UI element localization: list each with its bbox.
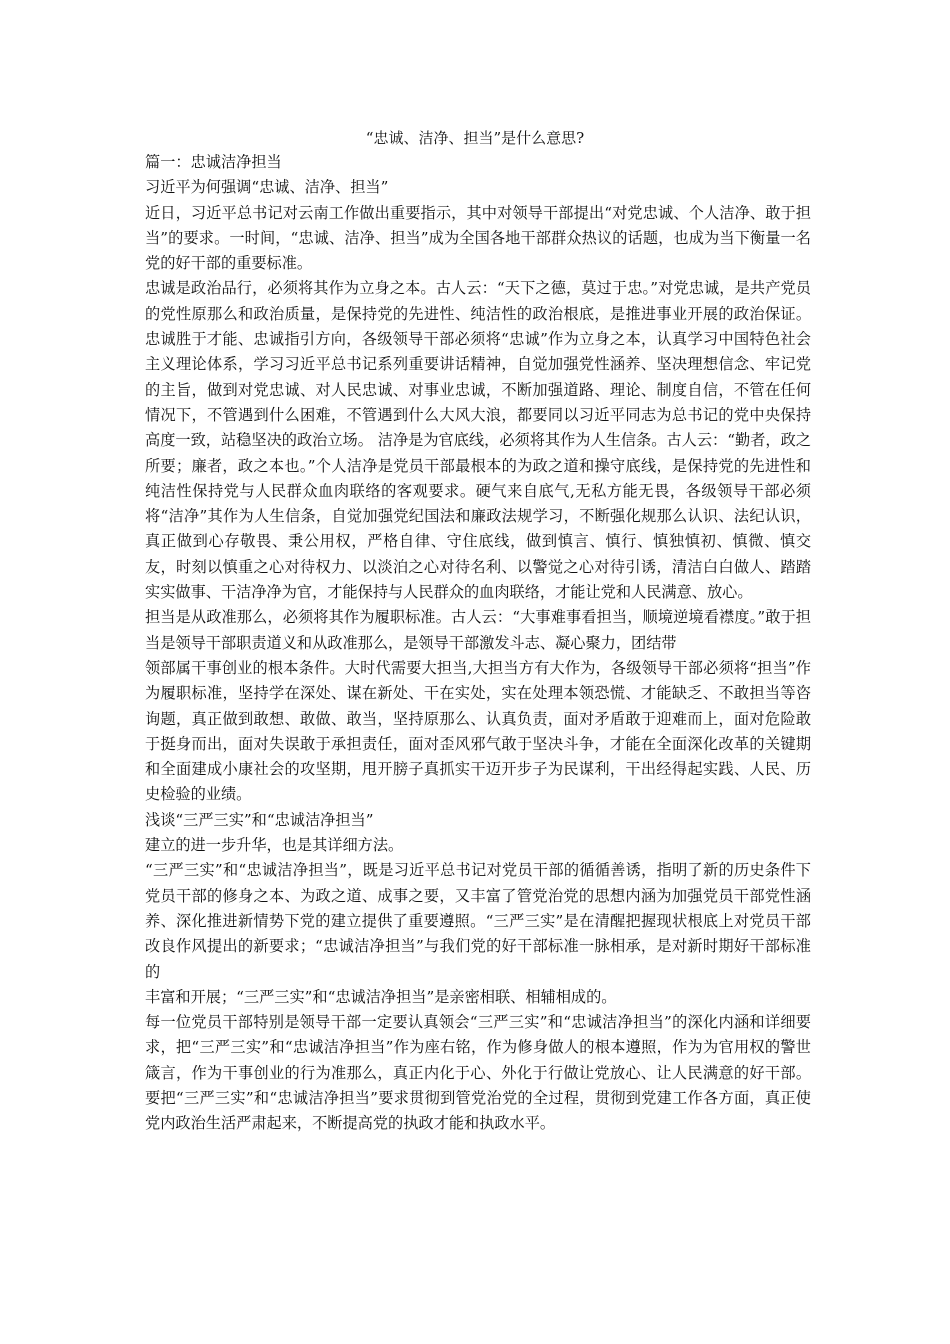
paragraph-sublimation: 建立的进一步升华，也是其详细方法。 <box>145 836 404 855</box>
paragraph-every-member: 每一位党员干部特别是领导干部一定要认真领会“三严三实”和“忠诚洁净担当”的深化内涵和详细要求，把“三严三实”和“忠诚洁净担当”作为座右铭，作为修身做人的根本遵照，作为为官用权的警世箴言，作为干事创业的行为准那么，真正内化于心、外化于行做让党放心、让人民满意的好干部。要把“三严三实”和“忠诚洁净担当”要求贯彻到管党治党的全过程，贯彻到党建工作各方面，真正使党内政治生活严肃起来，不断提高党的执政才能和执政水平。 <box>145 1013 811 1133</box>
paragraph-responsibility-cont: 领部属干事创业的根本条件。大时代需要大担当,大担当方有大作为，各级领导干部必须将“担当”作为履职标准，坚持学在深处、谋在新处、干在实处，实在处理本领恐慌、才能缺乏、不敢担当等咨询题，真正做到敢想、敢做、敢当，坚持原那么、认真负责，面对矛盾敢于迎难而上，面对危险敢于挺身而出，面对失误敢于承担责任，面对歪风邪气敢于坚决斗争，才能在全面深化改革的关键期和全面建成小康社会的攻坚期，甩开膀子真抓实干迈开步子为民谋利，干出经得起实践、人民、历史检验的业绩。 <box>145 658 811 804</box>
document-body <box>145 150 811 1137</box>
subheading-why-emphasize: 习近平为何强调“忠诚、洁净、担当” <box>145 178 389 197</box>
paragraph-loyalty-clean: 忠诚是政治品行，必须将其作为立身之本。古人云：“天下之德，莫过于忠。”对党忠诚，是共产党员的党性原那么和政治质量，是保持党的先进性、纯洁性的政治根底，是推进事业开展的政治保证。忠诚胜于才能、忠诚指引方向，各级领导干部必须将“忠诚”作为立身之本，认真学习中国特色社会主义理论体系，学习习近平总书记系列重要讲话精神，自觉加强党性涵养、坚决理想信念、牢记党的主旨，做到对党忠诚、对人民忠诚、对事业忠诚，不断加强道路、理论、制度自信，不管在任何情况下，不管遇到什么困难，不管遇到什么大风大浪，都要同以习近平同志为总书记的党中央保持高度一致，站稳坚决的政治立场。 洁净是为官底线，必须将其作为人生信条。古人云：“勤者，政之所要；廉者，政之本也。”个人洁净是党员干部最根本的为政之道和操守底线，是保持党的先进性和纯洁性保持党与人民群众血肉联络的客观要求。硬气来自底气,无私方能无畏，各级领导干部必须将“洁净”其作为人生信条，自觉加强党纪国法和廉政法规学习，不断强化规那么认识、法纪认识，真正做到心存敬畏、秉公用权，严格自律、守住底线，做到慎言、慎行、慎独慎初、慎微、慎交友，时刻以慎重之心对待权力、以淡泊之心对待名利、以警觉之心对待引诱，清洁白白做人、踏踏实实做事、干洁净净为官，才能保持与人民群众的血肉联络，才能让党和人民满意、放心。 <box>145 279 811 602</box>
subheading-three-stricts: 浅谈“三严三实”和“忠诚洁净担当” <box>145 810 374 829</box>
paragraph-development: 丰富和开展；“三严三实”和“忠诚洁净担当”是亲密相联、相辅相成的。 <box>145 987 617 1006</box>
document-title: “忠诚、洁净、担当”是什么意思? <box>365 129 585 147</box>
paragraph-responsibility: 担当是从政准那么，必须将其作为履职标准。古人云：“大事难事看担当，顺境逆境看襟度。”敢于担当是领导干部职责道义和从政准那么，是领导干部激发斗志、凝心聚力，团结带 <box>145 608 811 652</box>
paragraph-three-stricts: “三严三实”和“忠诚洁净担当”，既是习近平总书记对党员干部的循循善诱，指明了新的历史条件下党员干部的修身之本、为政之道、成事之要，又丰富了管党治党的思想内涵为加强党员干部党性涵养、深化推进新情势下党的建立提供了重要遵照。“三严三实”是在清醒把握现状根底上对党员干部改良作风提出的新要求；“忠诚洁净担当”与我们党的好干部标准一脉相承，是对新时期好干部标准的 <box>145 861 811 981</box>
section-heading: 篇一：忠诚洁净担当 <box>145 153 282 171</box>
paragraph-intro: 近日，习近平总书记对云南工作做出重要指示，其中对领导干部提出“对党忠诚、个人洁净、敢于担当”的要求。一时间，“忠诚、洁净、担当”成为全国各地干部群众热议的话题，也成为当下衡量一名党的好干部的重要标准。 <box>145 203 811 273</box>
